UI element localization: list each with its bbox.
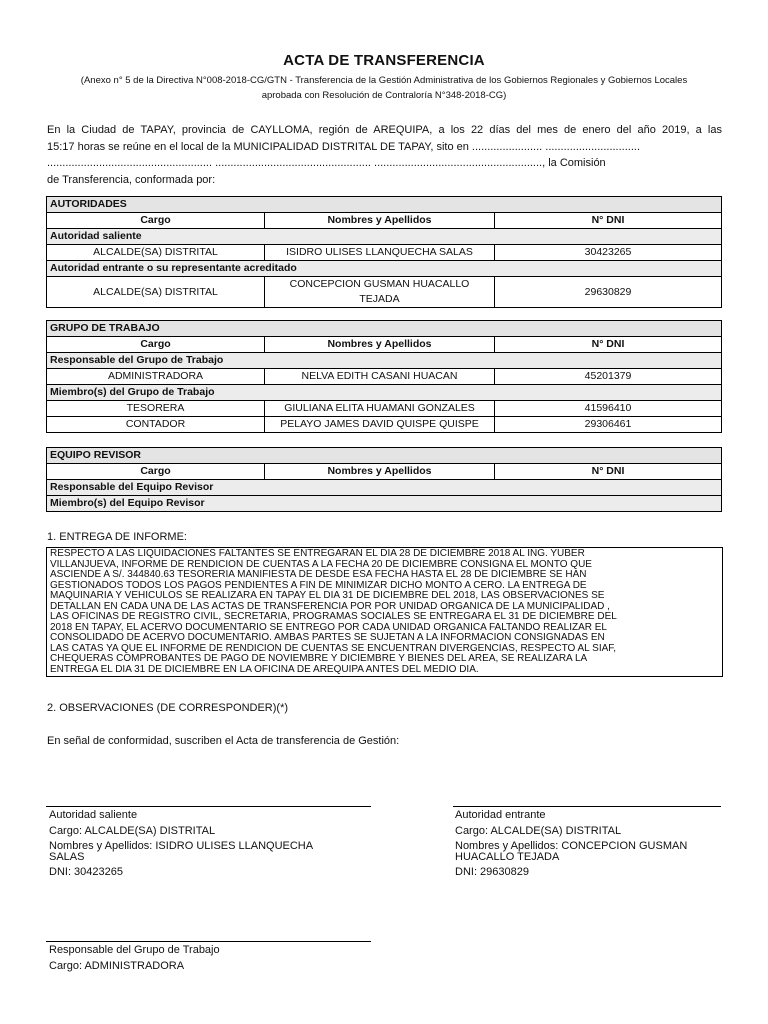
equipo-header: EQUIPO REVISOR xyxy=(47,448,722,464)
report-line: CHEQUERAS COMPROBANTES DE PAGO DE NOVIEMBRE Y DICIEMBRE Y BIENES DEL AREA, SE REALIZARA LA xyxy=(50,653,588,664)
cell-nombre xyxy=(265,277,495,308)
section-label: Autoridad saliente xyxy=(47,229,722,245)
signature-cargo: Cargo: ALCALDE(SA) DISTRITAL xyxy=(455,825,622,837)
column-header-nombres: Nombres y Apellidos xyxy=(265,337,495,353)
report-line: MAQUINARIA Y VEHICULOS SE REALIZARA EN TAPAY EL DIA 31 DE DICIEMBRE DEL 2018, LAS OBSERVACIONES SE xyxy=(50,590,605,601)
grupo-header: GRUPO DE TRABAJO xyxy=(47,321,722,337)
cell-dni: 29306461 xyxy=(495,417,722,433)
table-row xyxy=(47,369,722,385)
document-subtitle-line2: aprobada con Resolución de Contraloría N°348-2018-CG) xyxy=(261,90,507,101)
section-observaciones: 2. OBSERVACIONES (DE CORRESPONDER)(*) xyxy=(47,702,289,714)
column-header-cargo: Cargo xyxy=(47,464,265,480)
document-title: ACTA DE TRANSFERENCIA xyxy=(283,52,485,69)
signature-line-saliente xyxy=(46,806,371,807)
column-header-dni: N° DNI xyxy=(495,464,722,480)
cell-nombre: PELAYO JAMES DAVID QUISPE QUISPE xyxy=(265,417,495,433)
signature-nombres: HUACALLO TEJADA xyxy=(455,851,560,863)
cell-cargo: ALCALDE(SA) DISTRITAL xyxy=(47,245,265,261)
autoridades-header: AUTORIDADES xyxy=(47,197,722,213)
signature-dni: DNI: 30423265 xyxy=(49,866,123,878)
signature-block-grupo xyxy=(49,944,369,973)
cell-nombre-line: CONCEPCION GUSMAN HUACALLO xyxy=(289,278,470,290)
grupo-trabajo-table xyxy=(46,320,722,433)
report-line: CONSOLIDADO DE ACERVO DOCUMENTARIO. AMBAS PARTES SE SUJETAN A LA INFORMACION CONSIGNADAS EN xyxy=(50,632,605,643)
section-label: Responsable del Equipo Revisor xyxy=(47,480,722,496)
cell-dni: 29630829 xyxy=(495,277,722,308)
signature-role: Responsable del Grupo de Trabajo xyxy=(49,944,220,956)
report-line: GESTIONADOS TODOS LOS PAGOS PENDIENTES A FIN DE MINIMIZAR DICHO MONTO A CERO. LA ENTREGA DE xyxy=(50,579,587,591)
signature-cargo: Cargo: ALCALDE(SA) DISTRITAL xyxy=(49,825,216,837)
section-label: Responsable del Grupo de Trabajo xyxy=(47,353,722,369)
intro-line: 15:17 horas se reúne en el local de la MUNICIPALIDAD DISTRITAL DE TAPAY, sito en ....................... ............................... xyxy=(47,140,641,153)
cell-dni: 45201379 xyxy=(495,369,722,385)
cell-nombre: GIULIANA ELITA HUAMANI GONZALES xyxy=(265,401,495,417)
column-header-nombres: Nombres y Apellidos xyxy=(265,464,495,480)
signature-block-saliente xyxy=(49,809,369,879)
table-row xyxy=(47,277,722,308)
report-line: LAS CATAS YA QUE EL INFORME DE RENDICION DE CUENTAS SE ENCUENTRAN DIVERGENCIAS, RESPECTO AL SIAF, xyxy=(50,642,617,654)
column-header-cargo: Cargo xyxy=(47,337,265,353)
cell-nombre-line: TEJADA xyxy=(359,293,400,305)
signature-nombres: Nombres y Apellidos: ISIDRO ULISES LLANQUECHA xyxy=(49,840,314,852)
table-row xyxy=(47,401,722,417)
cell-cargo: CONTADOR xyxy=(47,417,265,433)
signature-nombres: Nombres y Apellidos: CONCEPCION GUSMAN xyxy=(455,840,688,852)
signature-nombres: SALAS xyxy=(49,851,85,863)
report-line: 2018 EN TAPAY, EL ACERVO DOCUMENTARIO SE ENTREGO POR CADA UNIDAD ORGANICA FALTANDO REALIZAR EL xyxy=(50,621,607,633)
report-line: ASCIENDE A S/. 344840.63 TESORERIA MANIFIESTA DE DESDE ESA FECHA HASTA EL 28 DE DICIEMBRE SE HAN xyxy=(50,569,587,580)
report-line: VILLANJUEVA, INFORME DE RENDICION DE CUENTAS A LA FECHA 20 DE DICIEMBRE CONSIGNA EL MONTO QUE xyxy=(50,558,592,570)
signature-block-entrante xyxy=(455,809,723,879)
cell-cargo: ADMINISTRADORA xyxy=(47,369,265,385)
signature-line-grupo xyxy=(46,941,371,942)
conformidad-text: En señal de conformidad, suscriben el Acta de transferencia de Gestión: xyxy=(47,735,400,747)
signature-line-entrante xyxy=(453,806,721,807)
table-row xyxy=(47,245,722,261)
report-box xyxy=(46,547,723,677)
signature-role: Autoridad saliente xyxy=(49,809,138,821)
cell-cargo: ALCALDE(SA) DISTRITAL xyxy=(47,277,265,308)
cell-dni: 41596410 xyxy=(495,401,722,417)
equipo-revisor-table xyxy=(46,447,722,512)
report-line: DETALLAN EN CADA UNA DE LAS ACTAS DE TRANSFERENCIA POR POR UNIDAD ORGANICA DE LA MUNICIPALIDAD , xyxy=(50,600,610,612)
signature-role: Autoridad entrante xyxy=(455,809,546,821)
report-line: ENTREGA EL DIA 31 DE DICIEMBRE EN LA OFICINA DE AREQUIPA ANTES DEL MEDIO DIA. xyxy=(50,663,479,675)
section-label: Miembro(s) del Grupo de Trabajo xyxy=(47,385,722,401)
table-row xyxy=(47,417,722,433)
section-label: Autoridad entrante o su representante acreditado xyxy=(47,261,722,277)
report-line: LAS OFICINAS DE REGISTRO CIVIL, SECRETARIA, PROGRAMAS SOCIALES SE ENTREGARA EL 31 DE DICIEMBRE DEL xyxy=(50,611,617,622)
cell-dni: 30423265 xyxy=(495,245,722,261)
signature-dni: DNI: 29630829 xyxy=(455,866,529,878)
intro-line: En la Ciudad de TAPAY, provincia de CAYLLOMA, región de AREQUIPA, a los 22 días del mes de enero del año 2019, a las xyxy=(47,124,722,136)
section-entrega-informe: 1. ENTREGA DE INFORME: xyxy=(47,531,187,543)
autoridades-table xyxy=(46,196,722,308)
intro-paragraph xyxy=(47,122,722,188)
cell-nombre: NELVA EDITH CASANI HUACAN xyxy=(265,369,495,385)
signature-cargo: Cargo: ADMINISTRADORA xyxy=(49,960,185,972)
column-header-nombres: Nombres y Apellidos xyxy=(265,213,495,229)
intro-line: ...................................................... ................................................... ......................................................., la Comisión xyxy=(47,157,606,169)
column-header-dni: N° DNI xyxy=(495,337,722,353)
report-line: RESPECTO A LAS LIQUIDACIONES FALTANTES SE ENTREGARAN EL DIA 28 DE DICIEMBRE 2018 AL ING. YUBER xyxy=(50,548,585,559)
document-subtitle-line1: (Anexo n° 5 de la Directiva N°008-2018-CG/GTN - Transferencia de la Gestión Administrativa de los Gobiernos Regionales y Gobiernos Locales xyxy=(80,75,688,86)
column-header-dni: N° DNI xyxy=(495,213,722,229)
column-header-cargo: Cargo xyxy=(47,213,265,229)
cell-nombre: ISIDRO ULISES LLANQUECHA SALAS xyxy=(265,245,495,261)
section-label: Miembro(s) del Equipo Revisor xyxy=(47,496,722,512)
cell-cargo: TESORERA xyxy=(47,401,265,417)
intro-line: de Transferencia, conformada por: xyxy=(47,173,216,186)
